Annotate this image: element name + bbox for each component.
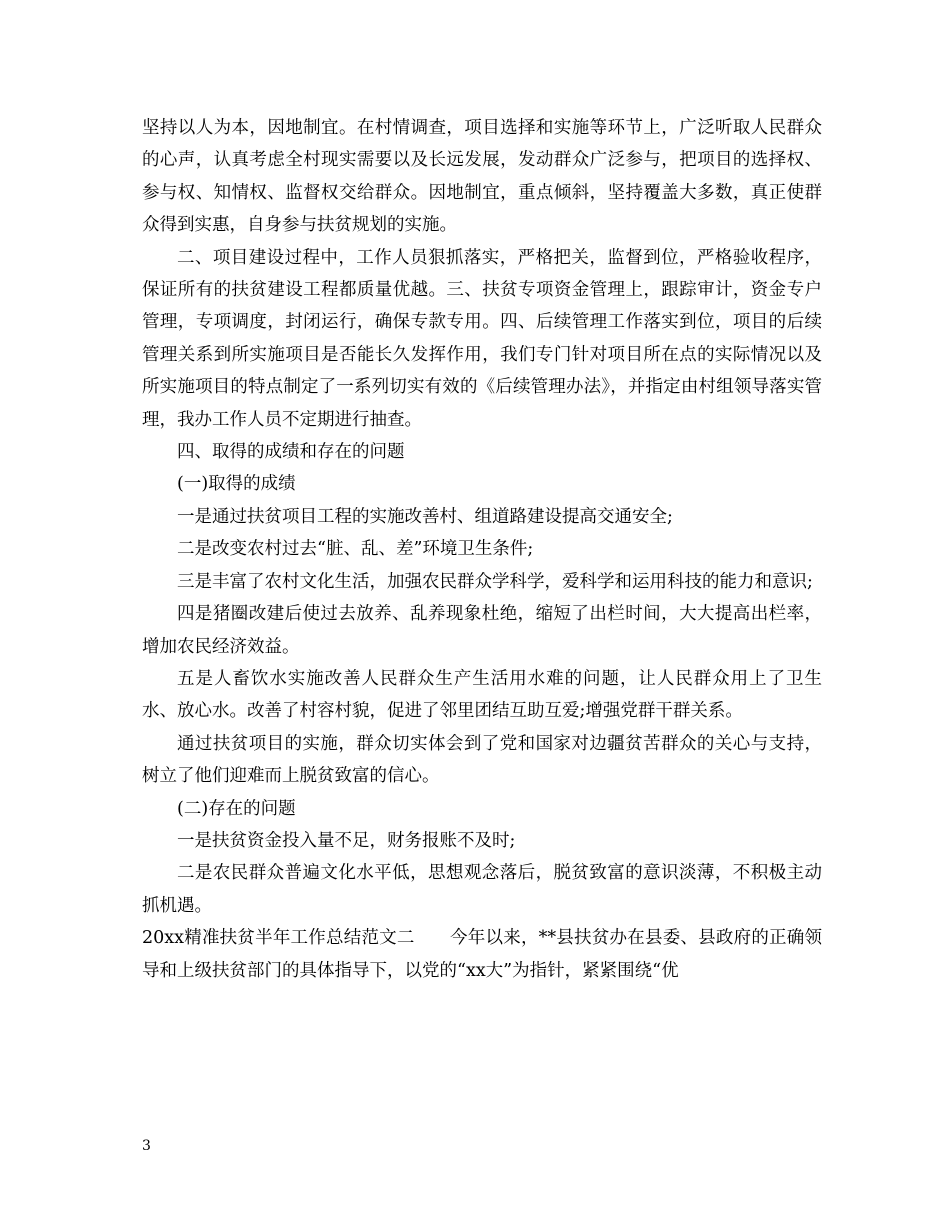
paragraph-2: 二、项目建设过程中，工作人员狠抓落实，严格把关，监督到位，严格验收程序，保证所有的扶贫建设工程都质量优越。三、扶贫专项资金管理上，跟踪审计，资金专户管理，专项调度，封闭运行，确保专款专用。四、后续管理工作落实到位，项目的后续管理关系到所实施项目是否能长久发挥作用，我们专门针对项目所在点的实际情况以及所实施项目的特点制定了一系列切实有效的《后续管理办法》，并指定由村组领导落实管理，我办工作人员不定期进行抽查。 <box>142 247 822 430</box>
page-number: 3 <box>142 1138 151 1154</box>
section-heading-achievements-and-problems: 四、取得的成绩和存在的问题 <box>177 442 405 463</box>
list-item-problem-2: 二是农民群众普遍文化水平低，思想观念落后，脱贫致富的意识淡薄，不积极主动抓机遇。 <box>142 863 822 916</box>
list-item-achievement-5: 五是人畜饮水实施改善人民群众生产生活用水难的问题，让人民群众用上了卫生水、放心水。改善了村容村貌，促进了邻里团结互助互爱;增强党群干群关系。 <box>142 668 822 722</box>
list-item-achievement-1: 一是通过扶贫项目工程的实施改善村、组道路建设提高交通安全; <box>177 506 673 527</box>
list-item-achievement-2: 二是改变农村过去“脏、乱、差”环境卫生条件; <box>177 539 534 560</box>
body-text <box>142 112 822 987</box>
list-item-achievement-4: 四是猪圈改建后使过去放养、乱养现象杜绝，缩短了出栏时间，大大提高出栏率，增加农民经济效益。 <box>142 604 822 657</box>
subheading-problems: (二)存在的问题 <box>177 798 296 819</box>
list-item-problem-1: 一是扶贫资金投入量不足，财务报账不及时; <box>177 830 516 851</box>
list-item-achievement-3: 三是丰富了农村文化生活，加强农民群众学科学，爱科学和运用科技的能力和意识; <box>177 571 813 592</box>
paragraph-sample-two: 20xx精准扶贫半年工作总结范文二 今年以来，**县扶贫办在县委、县政府的正确领导和上级扶贫部门的具体指导下，以党的“xx大”为指针，紧紧围绕“优 <box>142 928 822 981</box>
subheading-achievements: (一)取得的成绩 <box>177 474 296 495</box>
paragraph-1: 坚持以人为本，因地制宜。在村情调查，项目选择和实施等环节上，广泛听取人民群众的心声，认真考虑全村现实需要以及长远发展，发动群众广泛参与，把项目的选择权、参与权、知情权、监督权交给群众。因地制宜，重点倾斜，坚持覆盖大多数，真正使群众得到实惠，自身参与扶贫规划的实施。 <box>142 118 822 236</box>
paragraph-summary: 通过扶贫项目的实施，群众切实体会到了党和国家对边疆贫苦群众的关心与支持，树立了他们迎难而上脱贫致富的信心。 <box>142 733 822 787</box>
